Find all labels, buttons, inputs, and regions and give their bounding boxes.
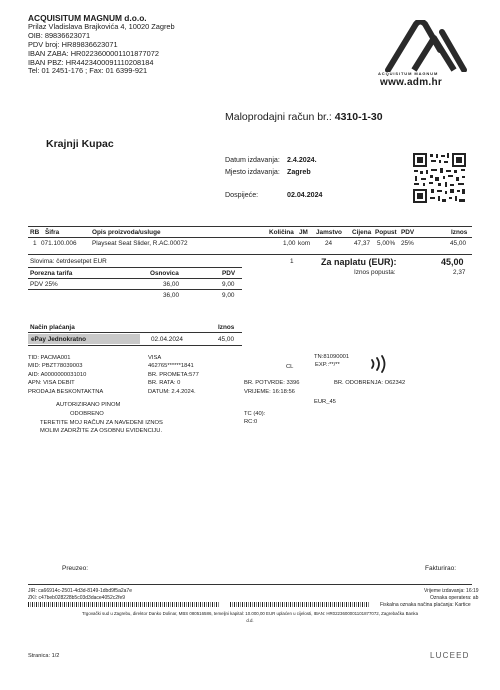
place-label: Mjesto izdavanja: [225, 168, 280, 176]
items-header-sifra: Šifra [45, 229, 60, 236]
item-jm: kom [298, 240, 311, 247]
items-header-kolicina: Količina [269, 229, 294, 236]
slip-rata: BR. RATA: 0 [148, 380, 181, 387]
item-kolicina: 1,00 [283, 240, 296, 247]
date-label: Datum izdavanja: [225, 156, 280, 164]
payment-header-rule [28, 332, 242, 333]
invoice-number-value: 4310-1-30 [334, 111, 383, 123]
logo-tagline: ACQUISITUM MAGNUM [378, 71, 439, 76]
payment-row-rule [28, 345, 242, 346]
tax-row-rule [28, 289, 242, 290]
item-sifra: 071.100.006 [41, 240, 77, 247]
item-popust: 5,00% [377, 240, 396, 247]
item-rb: 1 [33, 240, 37, 247]
page-indicator: Stranica: 1/2 [28, 653, 60, 659]
payment-header-amount: Iznos [218, 324, 235, 331]
items-table-top-rule [28, 226, 472, 227]
slip-tc: TC (40): [244, 411, 266, 417]
slip-apn: APN: VISA DEBIT [28, 380, 75, 387]
due-value: 02.04.2024 [287, 191, 323, 199]
items-header-iznos: Iznos [451, 229, 468, 236]
tax-header-rule [28, 278, 242, 279]
slip-tn: TN:81090001 [314, 354, 350, 360]
company-address: Prilaz Vladislava Brajkovića 4, 10020 Zagreb [28, 21, 175, 31]
logo-mark-icon [376, 20, 476, 72]
items-header-rule [28, 237, 472, 238]
qr-code-icon [412, 152, 467, 204]
slip-pan: 462765******1841 [148, 363, 194, 370]
tax-row-osnovica: 36,00 [163, 281, 179, 288]
tax-header-tarifa: Porezna tarifa [30, 270, 73, 277]
item-cijena: 47,37 [354, 240, 370, 247]
date-value: 2.4.2024. [287, 156, 317, 164]
slip-datum: DATUM: 2.4.2024. [148, 388, 196, 395]
item-pdv: 25% [401, 240, 414, 247]
slip-tid: TID: PACMA001 [28, 355, 71, 361]
slip-approved: ODOBRENO [70, 411, 104, 417]
summary-top-rule [28, 254, 472, 255]
invoice-label: Maloprodajni račun br.: [225, 111, 332, 123]
slip-request-line-1: TERETITE MOJ RAČUN ZA NAVEDENI IZNOS [40, 420, 163, 426]
fiscal-jir: JIR: ca66914c-2501-4d3d-8149-1dbd9f5a2a7e [28, 588, 132, 594]
slip-mid: MID: PBZT78039003 [28, 363, 83, 370]
issue-time: Vrijeme izdavanja: 16:19 [424, 588, 479, 594]
slip-exp: EXP.:**/** [315, 362, 340, 368]
slip-left-column [28, 354, 103, 396]
received-by-label: Preuzeo: [62, 565, 89, 572]
software-brand: LUCEED [430, 651, 470, 660]
amount-in-words: Slovima: četrdesetpet EUR [30, 258, 107, 265]
items-header-rb: RB [30, 229, 40, 236]
total-label: Za naplatu (EUR): [321, 257, 397, 267]
logo-website: www.adm.hr [380, 77, 443, 88]
tax-header-osnovica: Osnovica [150, 270, 179, 277]
buyer-name: Krajnji Kupac [46, 138, 114, 150]
tax-row-pdv: 9,00 [222, 281, 235, 288]
company-block [28, 14, 175, 76]
company-pdv: PDV broj: HR89836623071 [28, 39, 118, 49]
contactless-icon [368, 355, 392, 373]
slip-odobrenja: BR. ODOBRENJA: O62342 [334, 380, 406, 386]
payment-method: ePay Jednokratno [31, 336, 87, 343]
slip-eur: EUR_45 [314, 399, 336, 405]
slip-cl: CL [286, 364, 294, 370]
fiscal-barcode-left [28, 602, 220, 607]
tax-total-osnovica: 36,00 [163, 292, 179, 299]
items-header-pdv: PDV [401, 229, 415, 236]
item-jamstvo: 24 [325, 240, 333, 247]
company-name: ACQUISITUM MAGNUM d.o.o. [28, 13, 147, 23]
issued-by-label: Fakturirao: [425, 565, 457, 572]
items-header-cijena: Cijena [352, 229, 372, 236]
operator-code: Oznaka operatera: ab [430, 595, 479, 601]
items-header-popust: Popust [375, 229, 397, 236]
item-count: 1 [290, 258, 294, 265]
slip-authorized: AUTORIZIRANO PINOM [56, 402, 121, 408]
footer-top-rule [28, 584, 472, 585]
slip-vrijeme: VRIJEME: 16:18:56 [244, 389, 295, 395]
items-header-jamstvo: Jamstvo [316, 229, 342, 236]
slip-mode: PRODAJA BESKONTAKTNA [28, 388, 104, 395]
tax-header-pdv: PDV [222, 270, 236, 277]
fiscal-barcode-right [230, 602, 370, 607]
tax-table-top-rule [28, 267, 242, 268]
legal-notice: Trgovački sud u Zagrebu, direktor Danko Dolinar, MBS 080516586, temeljni kapital: 10.000,00 EUR uplaćen u cijelosti, IBAN: HR0223600001101877072, Zagrebačka Banka d.d. [81, 611, 419, 623]
fiscal-payment-method: Fiskalna oznaka načina plaćanja: Kartice [380, 602, 471, 608]
tax-total-pdv: 9,00 [222, 292, 235, 299]
fiscal-zki: ZKI: c47beb028228b5c03d3dace4052c2fe9 [28, 595, 126, 601]
company-iban-pbz: IBAN PBZ: HR4423400091110208184 [28, 57, 154, 67]
company-oib: OIB: 89836623071 [28, 30, 91, 40]
items-header-jm: JM [299, 229, 308, 236]
slip-potvrde: BR. POTVRDE: 3396 [244, 380, 300, 386]
payment-date: 02.04.2024 [151, 336, 183, 343]
tax-row-tarifa: PDV 25% [30, 281, 58, 288]
item-iznos: 45,00 [450, 240, 466, 247]
slip-prometa: BR. PROMETA:577 [148, 371, 199, 378]
payment-header-method: Način plaćanja [30, 324, 75, 331]
slip-request-line-2: MOLIM ZADRŽITE ZA OSOBNU EVIDENCIJU. [40, 428, 163, 434]
slip-middle-column [148, 354, 199, 396]
due-label: Dospijeće: [225, 191, 259, 199]
item-opis: Playseat Seat Slider, R.AC.00072 [92, 240, 188, 247]
discount-label: Iznos popusta: [354, 269, 396, 276]
slip-aid: AID: A0000000031010 [28, 371, 87, 378]
total-value: 45,00 [441, 257, 464, 267]
invoice-number [225, 111, 383, 123]
slip-card: VISA [148, 355, 162, 361]
qr-code [412, 152, 467, 204]
company-logo [376, 20, 476, 92]
company-phone: Tel: 01 2451-176 ; Fax: 01 6399-921 [28, 66, 148, 76]
slip-rc: RC:0 [244, 419, 258, 425]
company-iban-zaba: IBAN ZABA: HR0223600001101877072 [28, 48, 159, 58]
place-value: Zagreb [287, 168, 311, 176]
items-header-opis: Opis proizvoda/usluge [92, 229, 161, 236]
payment-amount: 45,00 [218, 336, 234, 343]
discount-value: 2,37 [453, 269, 466, 276]
